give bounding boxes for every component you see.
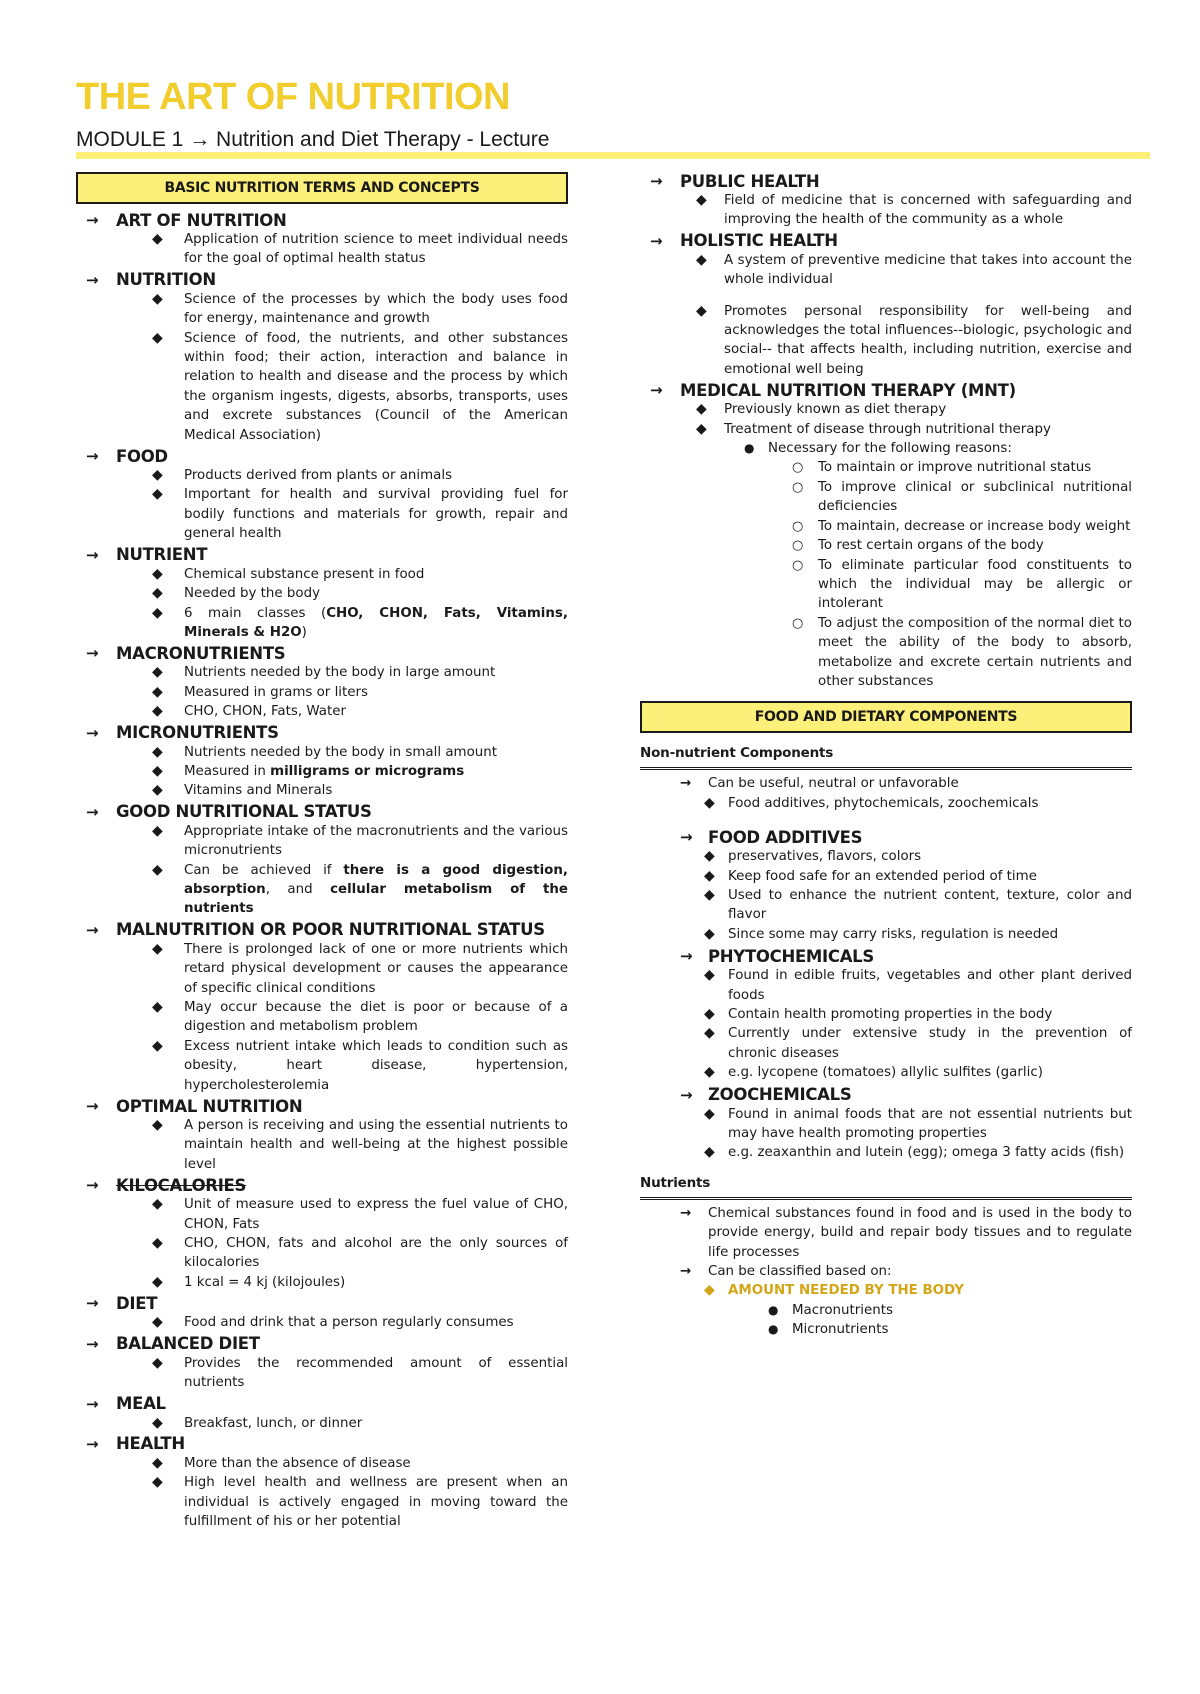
list-item: ◆ CHO, CHON, Fats, Water [76, 702, 568, 721]
list-item: ◆ Chemical substance present in food [76, 565, 568, 584]
diamond-icon: ◆ [152, 1474, 163, 1491]
list-item: ◆ Keep food safe for an extended period of time [640, 867, 1132, 886]
diamond-icon: ◆ [152, 231, 163, 247]
diamond-icon: ◆ [696, 251, 707, 268]
list-item: ◆ CHO, CHON, fats and alcohol are the only sources of kilocalories [152, 1235, 568, 1271]
diamond-icon: ◆ [152, 1414, 163, 1431]
list-item: ◆ Important for health and survival providing fuel for bodily functions and materials for growth, repair and general health [152, 486, 568, 542]
arrow-icon: → [86, 447, 99, 466]
diamond-icon: ◆ [152, 703, 163, 720]
list-item: ◆ Needed by the body [76, 584, 568, 603]
list-item: ◆ Since some may carry risks, regulation is needed [640, 925, 1132, 944]
term-medical-nutrition-therapy: → MEDICAL NUTRITION THERAPY (MNT) [640, 380, 1132, 400]
section-header-basic-terms: BASIC NUTRITION TERMS AND CONCEPTS [76, 172, 568, 204]
list-item: ◆ More than the absence of disease [76, 1454, 568, 1473]
list-item: ◆ Treatment of disease through nutritional therapy [640, 420, 1132, 439]
list-item: ◆ Application of nutrition science to meet individual needs for the goal of optimal health status [152, 231, 568, 267]
diamond-icon: ◆ [704, 867, 715, 884]
diamond-icon: ◆ [704, 1025, 715, 1042]
list-item: ◆ Currently under extensive study in the prevention of chronic diseases [704, 1025, 1132, 1061]
list-item: ◆ 6 main classes (CHO, CHON, Fats, Vitamins, Minerals & H2O) [152, 604, 568, 640]
divider [640, 1197, 1132, 1200]
diamond-icon: ◆ [152, 743, 163, 760]
arrow-icon: → [680, 776, 692, 792]
non-nutrient-heading: Non-nutrient Components [640, 745, 834, 762]
diamond-icon: ◆ [152, 604, 163, 621]
list-item: ◆ e.g. lycopene (tomatoes) allylic sulfites (garlic) [640, 1063, 1132, 1082]
list-item: ◆ Previously known as diet therapy [640, 400, 1132, 419]
term-food-additives: → FOOD ADDITIVES [640, 827, 1132, 847]
diamond-icon: ◆ [152, 1354, 163, 1371]
diamond-icon: ◆ [152, 585, 163, 602]
arrow-icon: → [86, 723, 99, 742]
list-item: ◆ Nutrients needed by the body in small amount [76, 743, 568, 762]
term-nutrient: → NUTRIENT [76, 545, 568, 565]
list-item: ◆ There is prolonged lack of one or more nutrients which retard physical development or causes the appearance of specific clinical conditions [152, 940, 568, 996]
bullet-icon: ● [768, 1322, 779, 1337]
bullet-icon: ● [744, 441, 755, 456]
divider [640, 767, 1132, 770]
list-item: ◆ e.g. zeaxanthin and lutein (egg); omega 3 fatty acids (fish) [640, 1143, 1132, 1162]
term-public-health: → PUBLIC HEALTH [640, 171, 1132, 191]
circle-icon: ○ [792, 518, 804, 534]
diamond-icon: ◆ [152, 782, 163, 799]
term-health: → HEALTH [76, 1434, 568, 1454]
diamond-icon: ◆ [152, 822, 163, 839]
section-header-food-dietary: FOOD AND DIETARY COMPONENTS [640, 701, 1132, 733]
arrow-icon: → [86, 211, 99, 229]
arrow-icon: → [680, 947, 693, 966]
diamond-icon: ◆ [704, 794, 715, 811]
term-zoochemicals: → ZOOCHEMICALS [640, 1085, 1132, 1105]
diamond-icon: ◆ [696, 420, 707, 437]
diamond-icon: ◆ [152, 861, 163, 878]
list-item: ◆ Field of medicine that is concerned with safeguarding and improving the health of the community as a whole [696, 192, 1132, 228]
circle-icon: ○ [792, 479, 804, 495]
bullet-icon: ● [768, 1302, 779, 1317]
list-item: ◆ A person is receiving and using the essential nutrients to maintain health and well-being at the highest possible level [152, 1117, 568, 1172]
list-item: ○ To maintain or improve nutritional status [640, 458, 1132, 477]
list-item: ◆ Nutrients needed by the body in large amount [76, 663, 568, 682]
arrow-icon: → [650, 231, 663, 250]
list-item: → Can be useful, neutral or unfavorable [640, 774, 1132, 793]
right-column [640, 170, 1132, 1340]
arrow-icon: → [86, 1176, 99, 1195]
term-optimal-nutrition: → OPTIMAL NUTRITION [76, 1096, 568, 1116]
list-item: → Chemical substances found in food and is used in the body to provide energy, build and repair body tissues and to regulate life processes [680, 1205, 1132, 1260]
diamond-icon: ◆ [152, 1235, 163, 1252]
term-nutrition: → NUTRITION [76, 270, 568, 290]
diamond-icon: ◆ [152, 940, 163, 957]
page-title: THE ART OF NUTRITION [76, 76, 510, 118]
diamond-icon: ◆ [696, 192, 707, 208]
diamond-icon: ◆ [704, 1105, 715, 1122]
list-item: ◆ Breakfast, lunch, or dinner [76, 1414, 568, 1433]
list-item: ◆ Science of food, the nutrients, and other substances within food; their action, interaction and balance in relation to health and disease and the process by which the organism ingests, digests, absorbs, transports, uses and excrete substances (Council of the American Medical Association) [152, 329, 568, 443]
list-item: ◆ 1 kcal = 4 kj (kilojoules) [76, 1273, 568, 1292]
nutrients-heading: Nutrients [640, 1174, 711, 1191]
arrow-icon: → [650, 381, 663, 400]
list-item: ◆ Measured in grams or liters [76, 683, 568, 702]
diamond-icon: ◆ [152, 486, 163, 503]
list-item: ● Necessary for the following reasons: [640, 439, 1132, 458]
diamond-icon: ◆ [152, 762, 163, 779]
arrow-icon: → [680, 828, 693, 847]
arrow-icon: → [86, 644, 99, 663]
arrow-icon: → [86, 1097, 99, 1116]
term-phytochemicals: → PHYTOCHEMICALS [640, 946, 1132, 966]
arrow-icon: → [86, 802, 99, 821]
arrow-icon: → [86, 1434, 99, 1453]
diamond-icon: ◆ [704, 925, 715, 942]
term-meal: → MEAL [76, 1394, 568, 1414]
diamond-icon: ◆ [696, 401, 707, 418]
term-good-nutritional-status: → GOOD NUTRITIONAL STATUS [76, 802, 568, 822]
diamond-icon: ◆ [152, 999, 163, 1015]
diamond-icon: ◆ [704, 886, 715, 903]
diamond-icon: ◆ [704, 1144, 715, 1161]
arrow-icon: → [680, 1205, 692, 1221]
list-item: ◆ Contain health promoting properties in the body [640, 1005, 1132, 1024]
arrow-icon: → [86, 1294, 99, 1313]
diamond-icon: ◆ [152, 664, 163, 681]
page-subtitle: MODULE 1 → Nutrition and Diet Therapy - Lecture [76, 128, 550, 151]
circle-icon: ○ [792, 538, 804, 554]
list-item: ◆ preservatives, flavors, colors [640, 847, 1132, 866]
diamond-icon: ◆ [704, 848, 715, 865]
diamond-icon: ◆ [152, 1117, 163, 1134]
list-item: ◆ Provides the recommended amount of essential nutrients [152, 1354, 568, 1391]
diamond-icon: ◆ [152, 1037, 163, 1054]
diamond-icon: ◆ [152, 1273, 163, 1290]
term-balanced-diet: → BALANCED DIET [76, 1334, 568, 1354]
diamond-icon: ◆ [704, 1006, 715, 1022]
arrow-icon: → [86, 1394, 99, 1413]
arrow-icon: → [86, 1334, 99, 1353]
list-item: ◆ High level health and wellness are present when an individual is actively engaged in moving toward the fulfillment of his or her potential [152, 1474, 568, 1530]
arrow-icon: → [86, 270, 99, 289]
arrow-icon: → [86, 545, 99, 564]
list-item: ◆ A system of preventive medicine that takes into account the whole individual [696, 251, 1132, 288]
diamond-icon: ◆ [152, 1314, 163, 1331]
diamond-icon: ◆ [152, 565, 163, 582]
list-item: ● Micronutrients [640, 1320, 1132, 1339]
list-item: ○ To rest certain organs of the body [640, 536, 1132, 555]
left-column [76, 172, 568, 1532]
term-macronutrients: → MACRONUTRIENTS [76, 643, 568, 663]
circle-icon: ○ [792, 615, 804, 631]
term-holistic-health: → HOLISTIC HEALTH [640, 231, 1132, 251]
term-malnutrition: → MALNUTRITION OR POOR NUTRITIONAL STATUS [76, 920, 568, 940]
diamond-icon: ◆ [152, 1196, 163, 1213]
diamond-icon: ◆ [704, 967, 715, 984]
list-item: ◆ Promotes personal responsibility for well-being and acknowledges the total influences--biologic, psychologic and social-- that affects health, including nutrition, exercise and emotional well being [696, 302, 1132, 377]
list-item: ◆ Used to enhance the nutrient content, texture, color and flavor [704, 886, 1132, 923]
term-diet: → DIET [76, 1293, 568, 1313]
list-item: ○ To maintain, decrease or increase body weight [640, 517, 1132, 536]
list-item: → Can be classified based on: [640, 1262, 1132, 1281]
term-kilocalories: → KILOCALORIES [76, 1175, 568, 1195]
list-item: ◆ Found in animal foods that are not essential nutrients but may have health promoting properties [704, 1105, 1132, 1142]
arrow-icon: → [86, 920, 99, 939]
list-item: ◆ Excess nutrient intake which leads to condition such as obesity, heart disease, hypertension, hypercholesterolemia [152, 1037, 568, 1093]
list-item: ○ To adjust the composition of the normal diet to meet the ability of the body to absorb, metabolize and excrete certain nutrients and other substances [792, 615, 1132, 689]
diamond-icon: ◆ [152, 467, 163, 484]
arrow-icon: → [680, 1264, 692, 1280]
arrow-icon: → [650, 172, 663, 190]
amount-needed-heading: ◆ AMOUNT NEEDED BY THE BODY [640, 1281, 1132, 1300]
diamond-icon: ◆ [704, 1282, 715, 1299]
title-rule [76, 152, 1150, 159]
list-item: ◆ Products derived from plants or animals [76, 466, 568, 485]
diamond-icon: ◆ [152, 290, 163, 307]
list-item: ● Macronutrients [640, 1301, 1132, 1320]
list-item: ◆ Science of the processes by which the body uses food for energy, maintenance and growth [152, 290, 568, 327]
term-food: → FOOD [76, 446, 568, 466]
arrow-icon: → [680, 1085, 693, 1104]
list-item: ◆ Measured in milligrams or micrograms [76, 762, 568, 781]
circle-icon: ○ [792, 557, 804, 573]
term-micronutrients: → MICRONUTRIENTS [76, 723, 568, 743]
list-item: ○ To eliminate particular food constituents to which the individual may be allergic or intolerant [792, 557, 1132, 612]
list-item: ◆ Vitamins and Minerals [76, 781, 568, 800]
list-item: ○ To improve clinical or subclinical nutritional deficiencies [792, 479, 1132, 515]
list-item: ◆ Can be achieved if there is a good digestion, absorption, and cellular metabolism of the nutrients [152, 861, 568, 917]
diamond-icon: ◆ [696, 302, 707, 319]
list-item: ◆ Found in edible fruits, vegetables and other plant derived foods [704, 967, 1132, 1003]
list-item: ◆ Appropriate intake of the macronutrients and the various micronutrients [152, 822, 568, 859]
list-item: ◆ Food and drink that a person regularly consumes [76, 1313, 568, 1332]
diamond-icon: ◆ [152, 329, 163, 346]
list-item: ◆ May occur because the diet is poor or because of a digestion and metabolism problem [152, 999, 568, 1035]
diamond-icon: ◆ [152, 1454, 163, 1471]
term-art-of-nutrition: → ART OF NUTRITION [76, 210, 568, 230]
list-item: ◆ Food additives, phytochemicals, zoochemicals [640, 794, 1132, 813]
diamond-icon: ◆ [152, 683, 163, 700]
list-item: ◆ Unit of measure used to express the fuel value of CHO, CHON, Fats [152, 1196, 568, 1232]
circle-icon: ○ [792, 460, 804, 476]
diamond-icon: ◆ [704, 1064, 715, 1081]
